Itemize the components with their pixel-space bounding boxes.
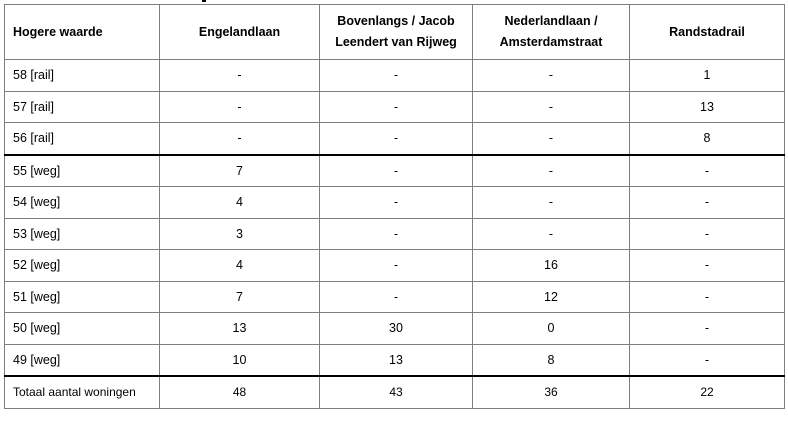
table-cell: 13 (320, 344, 473, 376)
table-cell: 7 (160, 155, 320, 187)
table-cell: - (630, 250, 785, 282)
table-cell: - (320, 60, 473, 92)
table-cell: 49 [weg] (5, 344, 160, 376)
table-cell: 13 (160, 313, 320, 345)
table-cell: - (630, 187, 785, 219)
table-cell: 8 (473, 344, 630, 376)
table-cell: 13 (630, 91, 785, 123)
table-cell: - (320, 91, 473, 123)
column-header: Bovenlangs / Jacob Leendert van Rijweg (320, 5, 473, 60)
table-cell: - (473, 123, 630, 155)
data-table (4, 4, 785, 409)
table-cell: 1 (630, 60, 785, 92)
table-cell: - (473, 91, 630, 123)
table-cell: - (160, 123, 320, 155)
table-cell: 50 [weg] (5, 313, 160, 345)
table-row (5, 187, 785, 219)
table-cell: 12 (473, 281, 630, 313)
table-cell: - (473, 187, 630, 219)
table-row (5, 250, 785, 282)
table-cell: 57 [rail] (5, 91, 160, 123)
table-cell: 7 (160, 281, 320, 313)
table-cell: 55 [weg] (5, 155, 160, 187)
table-row (5, 155, 785, 187)
table-cell: - (320, 155, 473, 187)
table-row (5, 218, 785, 250)
table-container (4, 4, 785, 409)
table-cell: 8 (630, 123, 785, 155)
header-row (5, 5, 785, 60)
table-cell: - (630, 281, 785, 313)
table-cell: 58 [rail] (5, 60, 160, 92)
table-row (5, 313, 785, 345)
table-cell: 30 (320, 313, 473, 345)
table-row (5, 344, 785, 376)
table-row (5, 60, 785, 92)
table-row (5, 281, 785, 313)
table-cell: - (320, 281, 473, 313)
table-cell: 4 (160, 187, 320, 219)
column-header: Engelandlaan (160, 5, 320, 60)
table-row (5, 123, 785, 155)
table-cell: - (630, 155, 785, 187)
total-cell: 22 (630, 376, 785, 408)
top-mark (202, 0, 206, 2)
table-cell: 10 (160, 344, 320, 376)
table-cell: - (473, 218, 630, 250)
total-cell: 48 (160, 376, 320, 408)
table-cell: - (630, 313, 785, 345)
table-cell: - (320, 218, 473, 250)
total-cell: 43 (320, 376, 473, 408)
table-cell: 51 [weg] (5, 281, 160, 313)
table-cell: 0 (473, 313, 630, 345)
total-row (5, 376, 785, 408)
column-header: Hogere waarde (5, 5, 160, 60)
table-cell: - (630, 218, 785, 250)
table-cell: - (320, 250, 473, 282)
table-cell: - (160, 91, 320, 123)
table-cell: - (630, 344, 785, 376)
table-cell: - (473, 155, 630, 187)
table-cell: - (320, 187, 473, 219)
total-label: Totaal aantal woningen (5, 376, 160, 408)
table-cell: 56 [rail] (5, 123, 160, 155)
column-header: Nederlandlaan / Amsterdamstraat (473, 5, 630, 60)
table-cell: 16 (473, 250, 630, 282)
total-cell: 36 (473, 376, 630, 408)
table-cell: 3 (160, 218, 320, 250)
table-cell: 52 [weg] (5, 250, 160, 282)
table-cell: 53 [weg] (5, 218, 160, 250)
table-row (5, 91, 785, 123)
table-cell: - (473, 60, 630, 92)
table-cell: 54 [weg] (5, 187, 160, 219)
table-cell: - (160, 60, 320, 92)
table-cell: 4 (160, 250, 320, 282)
column-header: Randstadrail (630, 5, 785, 60)
table-cell: - (320, 123, 473, 155)
